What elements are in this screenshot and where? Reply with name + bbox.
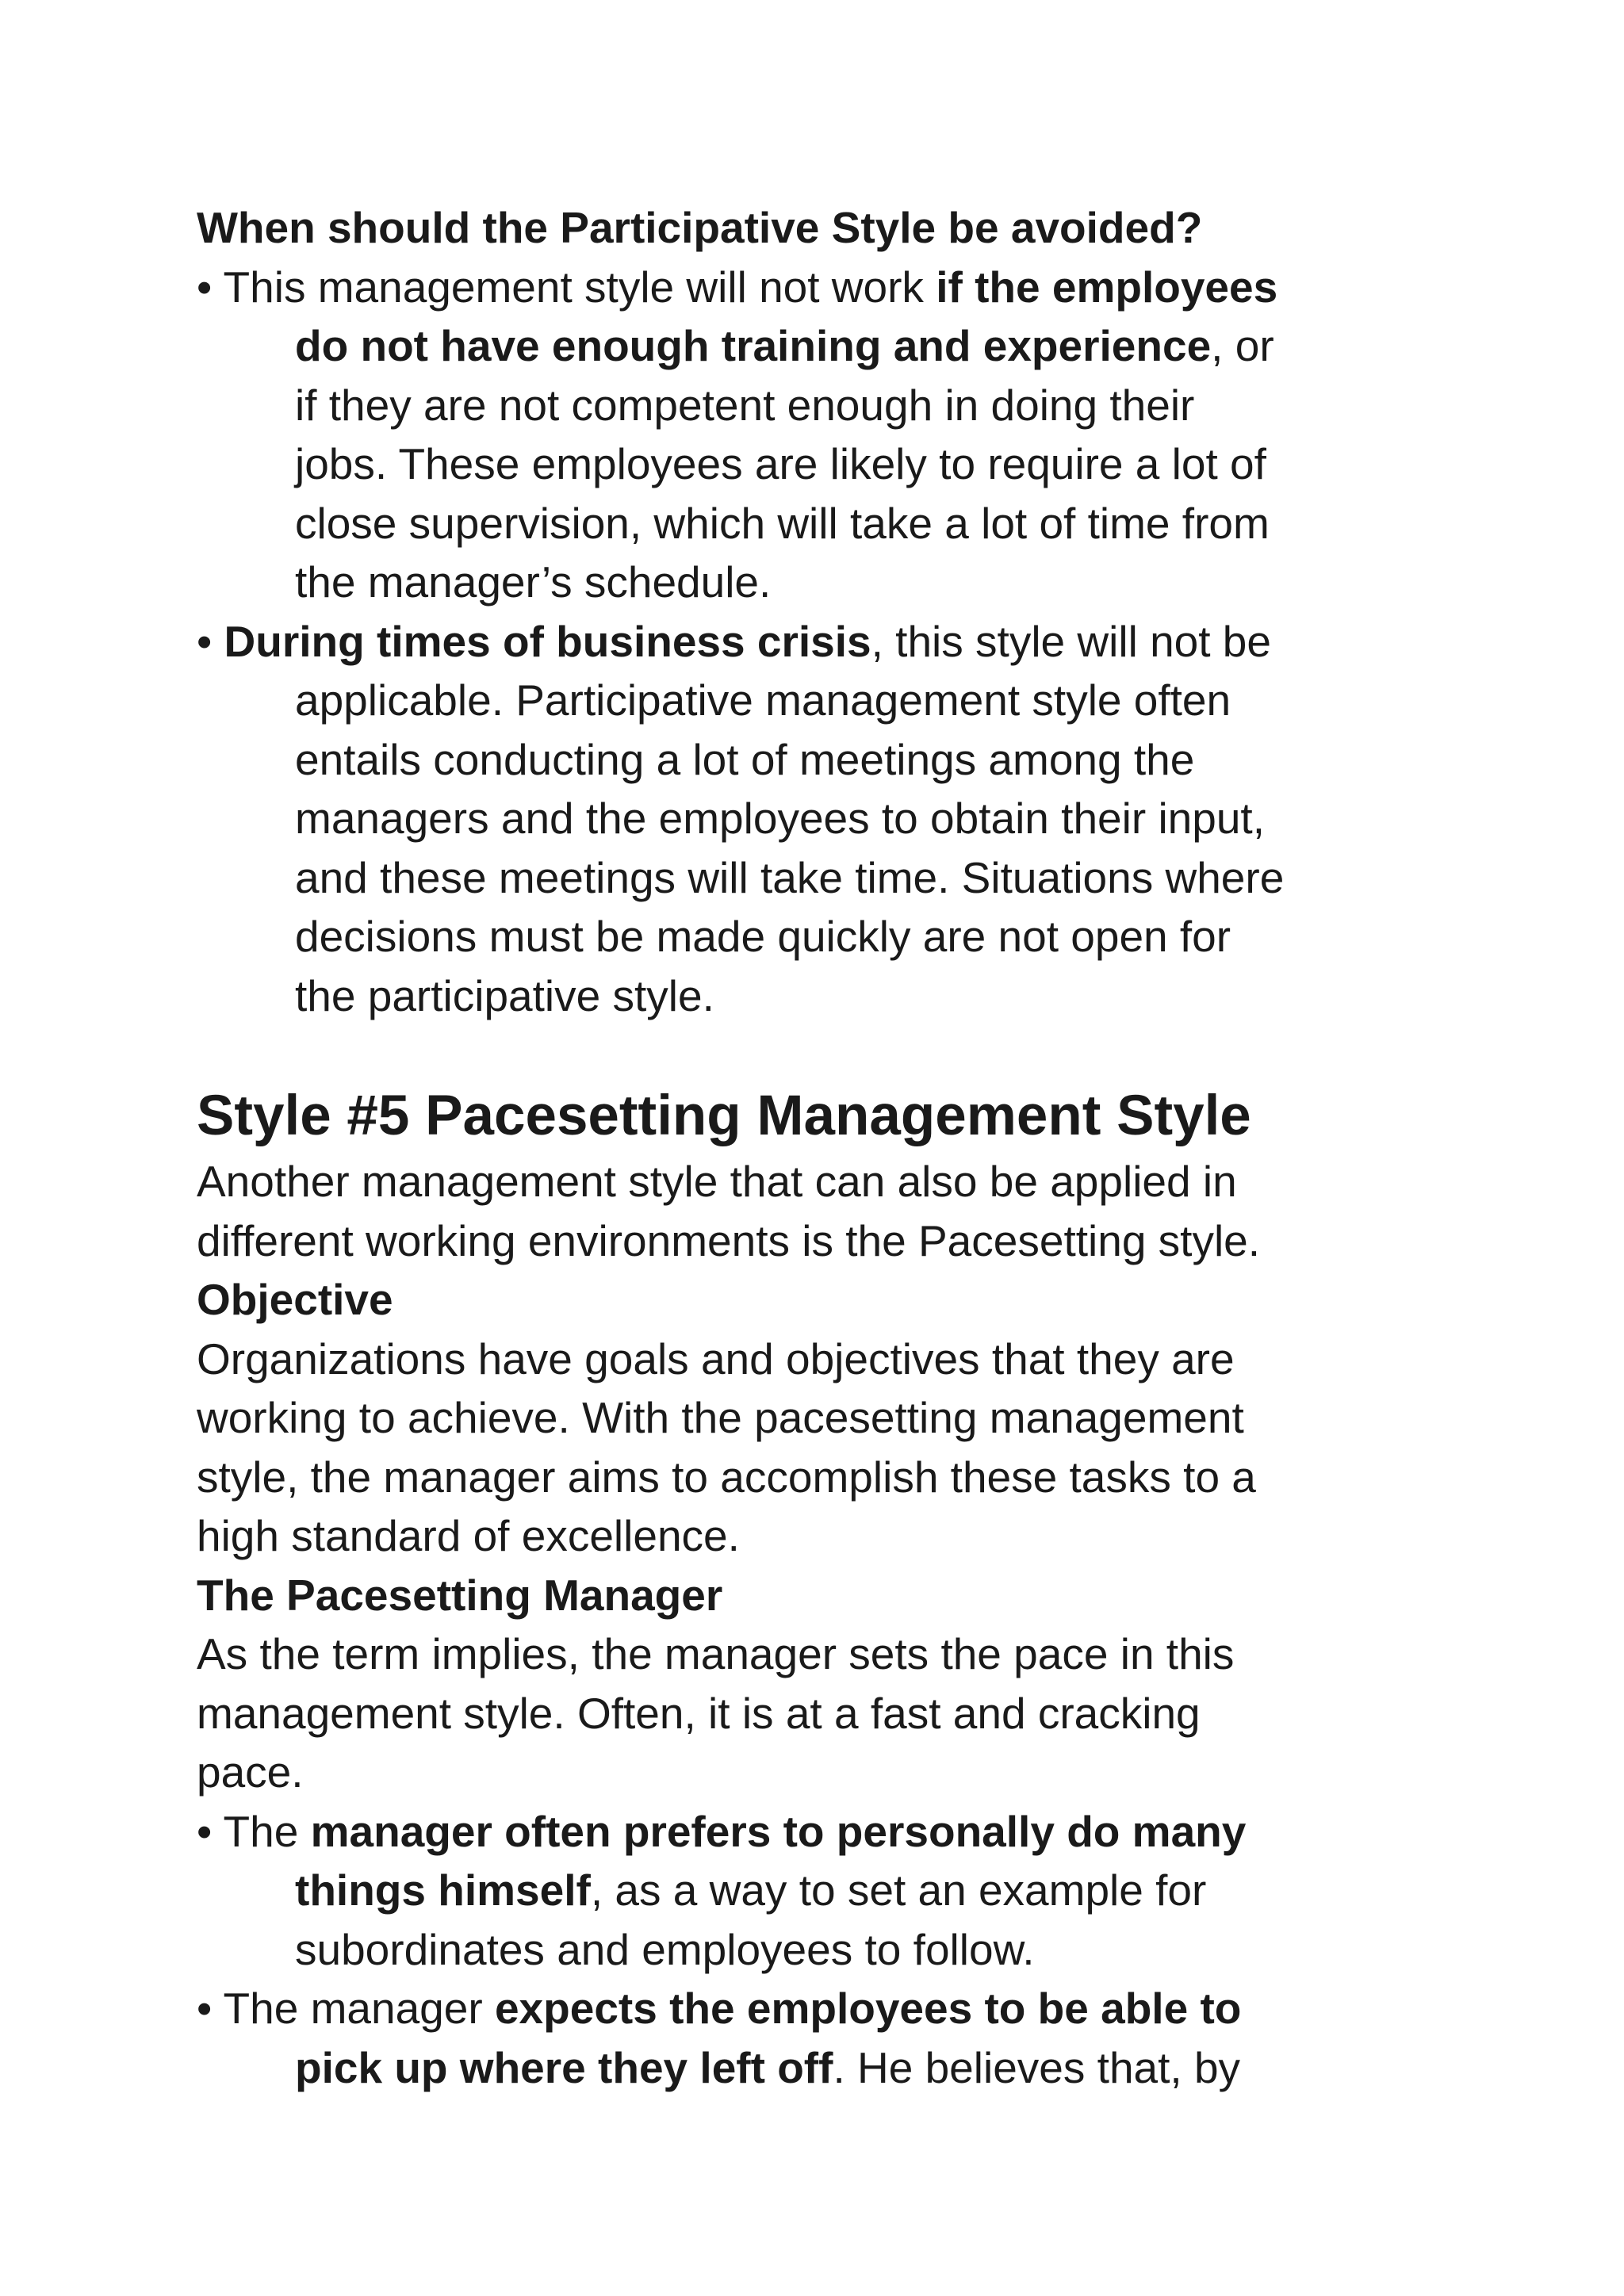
text-run: • This management style will not work (197, 262, 936, 312)
list-item-line: jobs. These employees are likely to require a lot of (295, 439, 1266, 488)
list-item (197, 612, 1450, 1026)
list-item-line (197, 258, 1450, 317)
paragraph-line: style, the manager aims to accomplish these tasks to a (197, 1452, 1256, 1502)
list-item-line (197, 1861, 1450, 1920)
list-item-line (197, 316, 1450, 376)
paragraph-line: Another management style that can also be applied in (197, 1157, 1237, 1206)
section-heading-avoid-participative: When should the Participative Style be avoided? (197, 203, 1203, 252)
subheading-objective: Objective (197, 1275, 393, 1324)
bold-text-run: do not have enough training and experience (295, 321, 1212, 370)
list-item-line: applicable. Participative management style often (295, 675, 1231, 725)
paragraph-line: Organizations have goals and objectives that they are (197, 1334, 1235, 1383)
list-item-line: if they are not competent enough in doing their (295, 380, 1195, 430)
paragraph-line: management style. Often, it is at a fast and cracking (197, 1688, 1201, 1738)
page-content (197, 198, 1450, 2097)
text-run: . He believes that, by (833, 2042, 1241, 2092)
list-item-line: the manager’s schedule. (295, 557, 772, 607)
text-run: , or (1211, 321, 1274, 370)
list-item-line (197, 612, 1450, 672)
bold-text-run: During times of business crisis (224, 616, 871, 666)
list-item-line: decisions must be made quickly are not open for (295, 912, 1231, 961)
text-run: , as a way to set an example for (590, 1866, 1207, 1915)
bold-text-run: things himself (295, 1866, 591, 1915)
section-title: Style #5 Pacesetting Management Style (197, 1085, 1251, 1147)
text-run: • The (197, 1806, 311, 1856)
paragraph-line: working to achieve. With the pacesetting management (197, 1393, 1244, 1442)
list-item-line: the participative style. (295, 970, 714, 1020)
bold-text-run: if the employees (936, 262, 1278, 312)
list-item-line: close supervision, which will take a lot of time from (295, 498, 1270, 548)
text-run: • The manager (197, 1984, 495, 2033)
list-item (197, 1979, 1450, 2097)
list-item-line (197, 1802, 1450, 1862)
text-run: • (197, 616, 224, 666)
list-item (197, 1802, 1450, 1980)
list-item-line: subordinates and employees to follow. (295, 1924, 1035, 1974)
paragraph-line: different working environments is the Pacesetting style. (197, 1215, 1261, 1265)
bold-text-run: pick up where they left off (295, 2042, 833, 2092)
list-item-line: entails conducting a lot of meetings among the (295, 734, 1195, 784)
list-item-line (197, 1979, 1450, 2038)
paragraph-line: As the term implies, the manager sets the pace in this (197, 1629, 1235, 1678)
list-item-line (197, 2038, 1450, 2098)
paragraph-line: pace. (197, 1747, 304, 1797)
list-item-line: and these meetings will take time. Situations where (295, 852, 1285, 902)
list-item (197, 258, 1450, 612)
list-item-line: managers and the employees to obtain their input, (295, 794, 1265, 843)
spacer (197, 1025, 1450, 1081)
paragraph-line: high standard of excellence. (197, 1511, 740, 1560)
bold-text-run: expects the employees to be able to (494, 1984, 1242, 2033)
subheading-pacesetting-manager: The Pacesetting Manager (197, 1570, 723, 1620)
bold-text-run: manager often prefers to personally do many (310, 1806, 1247, 1856)
text-run: , this style will not be (871, 616, 1271, 666)
